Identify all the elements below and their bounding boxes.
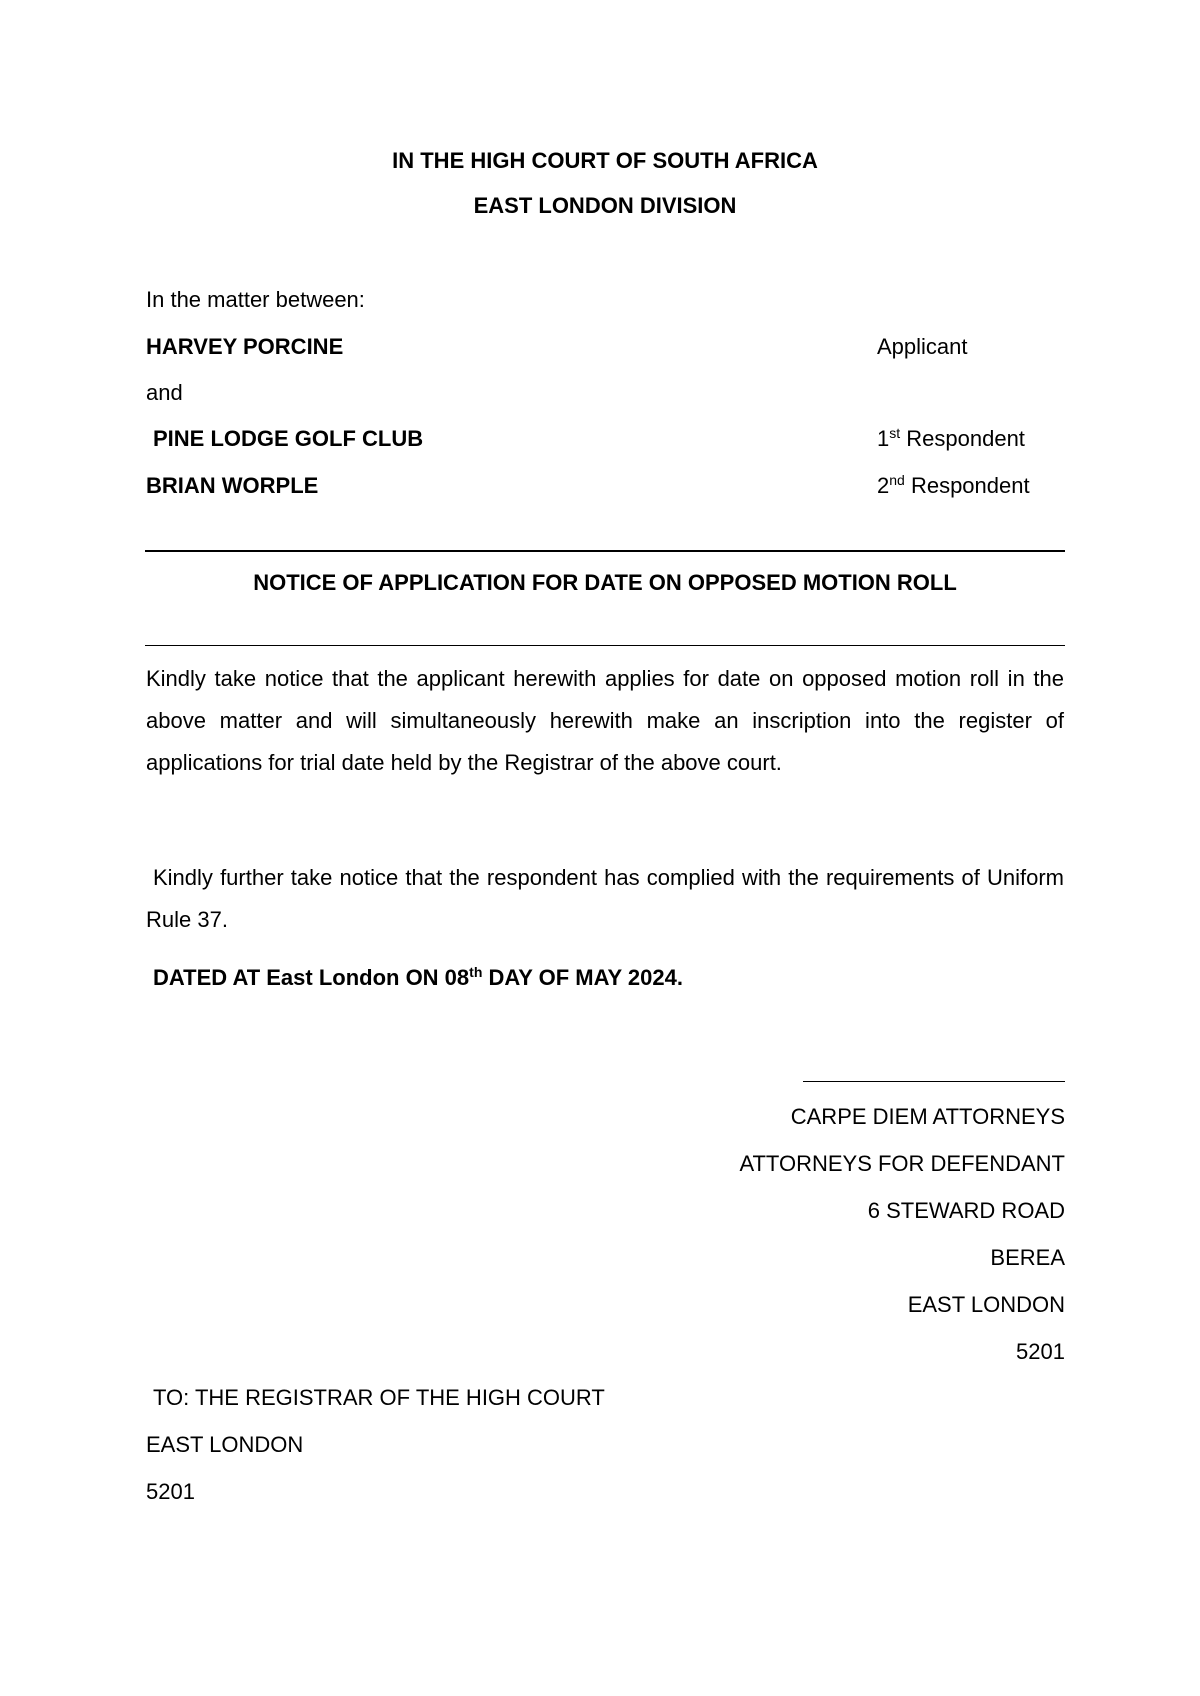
- attorneys-street: 6 STEWARD ROAD: [867, 1198, 1065, 1223]
- notice-paragraph-2: Kindly further take notice that the respondent has complied with the requirements of Uniform Rule 37.: [146, 865, 1064, 932]
- recipient-city: EAST LONDON: [146, 1432, 304, 1457]
- respondent2-name: BRIAN WORPLE: [146, 473, 319, 498]
- respondent1-ordinal-suffix: st: [889, 425, 901, 441]
- court-division: EAST LONDON DIVISION: [473, 193, 737, 218]
- respondent1-ordinal-number: 1: [877, 426, 890, 451]
- attorneys-city: EAST LONDON: [907, 1292, 1065, 1317]
- attorneys-firm: CARPE DIEM ATTORNEYS: [790, 1104, 1065, 1129]
- and-conjunction: and: [146, 380, 183, 405]
- applicant-role: Applicant: [877, 334, 968, 359]
- respondent1-role: Respondent: [906, 426, 1025, 451]
- attorneys-role: ATTORNEYS FOR DEFENDANT: [739, 1151, 1065, 1176]
- attorneys-postcode: 5201: [1016, 1339, 1065, 1364]
- attorneys-suburb: BEREA: [990, 1245, 1065, 1270]
- matter-intro: In the matter between:: [146, 287, 365, 312]
- notice-paragraph-1: Kindly take notice that the applicant herewith applies for date on opposed motion roll in the above matter and will simultaneously herewith make an inscription into the register of applications for trial date held by the Registrar of the above court.: [146, 666, 1064, 775]
- court-name: IN THE HIGH COURT OF SOUTH AFRICA: [392, 148, 818, 173]
- respondent2-role: Respondent: [910, 473, 1030, 498]
- respondent2-ordinal-number: 2: [877, 473, 890, 498]
- signature-line: [803, 1081, 1065, 1082]
- bottom-divider: [145, 645, 1065, 646]
- dated-prefix: DATED AT East London ON 08: [153, 965, 470, 990]
- respondent2-role-line: [877, 472, 1030, 498]
- respondent1-name: PINE LODGE GOLF CLUB: [153, 426, 424, 451]
- top-divider: [145, 550, 1065, 552]
- respondent1-role-line: [877, 425, 1025, 451]
- notice-title: NOTICE OF APPLICATION FOR DATE ON OPPOSED MOTION ROLL: [253, 570, 957, 595]
- applicant-name: HARVEY PORCINE: [146, 334, 344, 359]
- dated-suffix: DAY OF MAY 2024.: [482, 965, 683, 990]
- dated-line: [153, 964, 683, 990]
- respondent2-ordinal-suffix: nd: [889, 472, 905, 488]
- recipient-to: TO: THE REGISTRAR OF THE HIGH COURT: [153, 1385, 605, 1410]
- dated-day-suffix: th: [469, 964, 483, 980]
- recipient-postcode: 5201: [146, 1479, 195, 1504]
